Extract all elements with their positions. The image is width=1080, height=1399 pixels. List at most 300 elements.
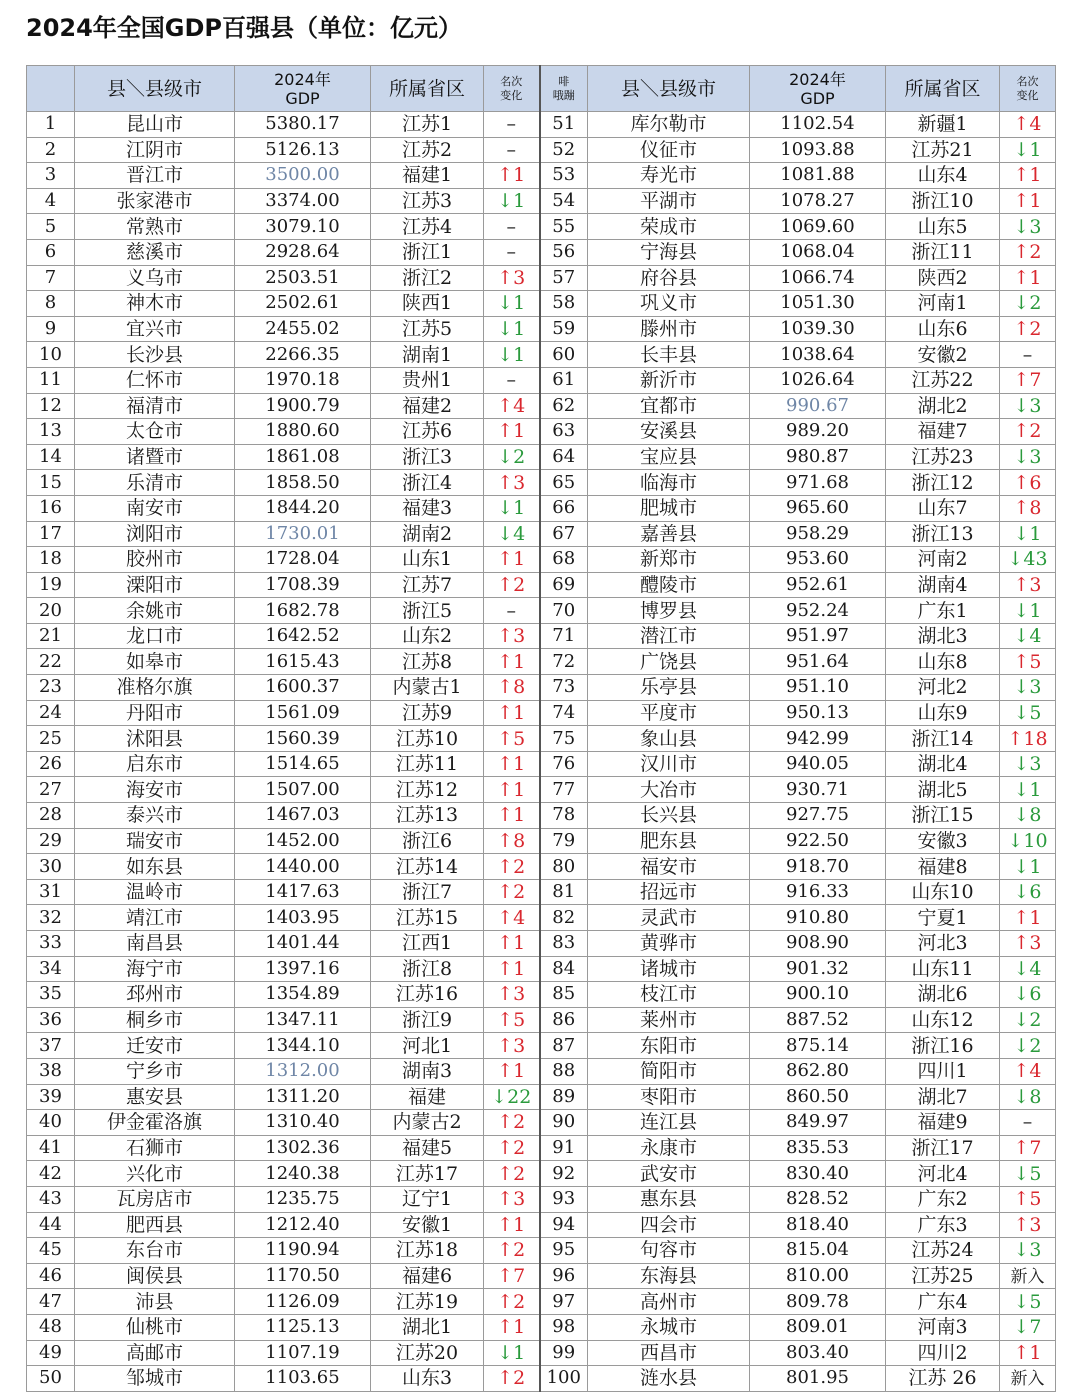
change-cell-right	[1000, 803, 1056, 829]
rank-cell-left: 25	[27, 726, 75, 752]
gdp-cell-right: 1102.54	[750, 112, 886, 138]
gdp-cell-left: 3500.00	[235, 163, 371, 189]
gdp-cell-right: 951.10	[750, 675, 886, 701]
gdp-cell-left: 1507.00	[235, 777, 371, 803]
rank-cell-right: 86	[540, 1007, 588, 1033]
province-cell-right: 四川2	[886, 1340, 1000, 1366]
change-cell-right	[1000, 649, 1056, 675]
gdp-cell-left: 1311.20	[235, 1084, 371, 1110]
rank-cell-right: 55	[540, 214, 588, 240]
change-cell-right	[1000, 879, 1056, 905]
province-cell-left: 福建5	[371, 1135, 484, 1161]
gdp-cell-left: 1467.03	[235, 803, 371, 829]
change-cell-left	[484, 393, 540, 419]
change-cell-left	[484, 367, 540, 393]
rank-cell-right: 75	[540, 726, 588, 752]
county-cell-right: 招远市	[588, 879, 750, 905]
table-row	[27, 419, 1056, 445]
change-cell-right	[1000, 495, 1056, 521]
rank-change-indicator: –	[506, 113, 516, 136]
rank-change-indicator: 新入	[1010, 1368, 1045, 1389]
page-title: 2024年全国GDP百强县（单位：亿元）	[26, 14, 463, 42]
rank-cell-left: 8	[27, 291, 75, 317]
rank-change-indicator: ↓4	[1013, 957, 1042, 980]
rank-cell-left: 17	[27, 521, 75, 547]
province-cell-right: 河南2	[886, 547, 1000, 573]
rank-cell-left: 14	[27, 444, 75, 470]
table-row	[27, 982, 1056, 1008]
gdp-cell-left: 1561.09	[235, 700, 371, 726]
county-cell-right: 寿光市	[588, 163, 750, 189]
gdp-cell-left: 1403.95	[235, 905, 371, 931]
gdp-cell-right: 965.60	[750, 495, 886, 521]
table-row	[27, 726, 1056, 752]
rank-change-indicator: ↓5	[1013, 701, 1042, 724]
province-cell-right: 河南1	[886, 291, 1000, 317]
gdp-cell-right: 901.32	[750, 956, 886, 982]
rank-change-indicator: ↑2	[497, 1290, 526, 1313]
gdp-cell-right: 942.99	[750, 726, 886, 752]
gdp-cell-left: 3374.00	[235, 188, 371, 214]
change-cell-left	[484, 444, 540, 470]
county-cell-right: 象山县	[588, 726, 750, 752]
county-cell-right: 福安市	[588, 854, 750, 880]
rank-cell-left: 28	[27, 803, 75, 829]
rank-change-indicator: ↑3	[1013, 573, 1042, 596]
change-cell-left	[484, 751, 540, 777]
rank-cell-left: 50	[27, 1366, 75, 1392]
province-cell-left: 浙江9	[371, 1007, 484, 1033]
rank-change-indicator: ↑2	[497, 1111, 526, 1134]
gdp-cell-right: 900.10	[750, 982, 886, 1008]
rank-cell-left: 40	[27, 1110, 75, 1136]
change-cell-right	[1000, 956, 1056, 982]
change-cell-left	[484, 316, 540, 342]
county-cell-right: 长兴县	[588, 803, 750, 829]
county-cell-left: 桐乡市	[75, 1007, 235, 1033]
province-cell-right: 江苏 26	[886, 1366, 1000, 1392]
county-cell-left: 瑞安市	[75, 828, 235, 854]
province-cell-left: 山东2	[371, 623, 484, 649]
county-cell-left: 南昌县	[75, 931, 235, 957]
county-cell-left: 闽侯县	[75, 1263, 235, 1289]
gdp-cell-right: 1069.60	[750, 214, 886, 240]
rank-cell-left: 9	[27, 316, 75, 342]
rank-cell-left: 33	[27, 931, 75, 957]
rank-cell-left: 30	[27, 854, 75, 880]
county-cell-left: 张家港市	[75, 188, 235, 214]
table-row	[27, 547, 1056, 573]
rank-cell-left: 42	[27, 1161, 75, 1187]
rank-cell-right: 83	[540, 931, 588, 957]
gdp-cell-left: 1900.79	[235, 393, 371, 419]
header-gdp-line1: 2024年	[274, 69, 331, 89]
rank-cell-left: 6	[27, 239, 75, 265]
province-cell-right: 山东12	[886, 1007, 1000, 1033]
table-row	[27, 1110, 1056, 1136]
gdp-cell-left: 1615.43	[235, 649, 371, 675]
rank-cell-right: 85	[540, 982, 588, 1008]
rank-cell-left: 41	[27, 1135, 75, 1161]
county-cell-left: 海宁市	[75, 956, 235, 982]
change-cell-right	[1000, 572, 1056, 598]
gdp-cell-right: 1051.30	[750, 291, 886, 317]
county-cell-right: 临海市	[588, 470, 750, 496]
gdp-cell-left: 1103.65	[235, 1366, 371, 1392]
county-cell-right: 平湖市	[588, 188, 750, 214]
rank-change-indicator: ↑7	[1013, 1137, 1042, 1160]
change-cell-left	[484, 214, 540, 240]
rank-change-indicator: ↑1	[497, 650, 526, 673]
county-cell-left: 靖江市	[75, 905, 235, 931]
county-cell-left: 江阴市	[75, 137, 235, 163]
gdp-cell-right: 835.53	[750, 1135, 886, 1161]
table-row	[27, 1212, 1056, 1238]
rank-cell-right: 63	[540, 419, 588, 445]
rank-change-indicator: ↑5	[1013, 650, 1042, 673]
county-cell-right: 简阳市	[588, 1058, 750, 1084]
change-cell-right	[1000, 1007, 1056, 1033]
gdp-cell-left: 1170.50	[235, 1263, 371, 1289]
header-change-line1: 名次	[500, 74, 523, 88]
county-cell-right: 黄骅市	[588, 931, 750, 957]
rank-change-indicator: ↑2	[1013, 420, 1042, 443]
change-cell-right	[1000, 291, 1056, 317]
rank-cell-left: 45	[27, 1238, 75, 1264]
province-cell-left: 江苏5	[371, 316, 484, 342]
gdp-cell-left: 1861.08	[235, 444, 371, 470]
province-cell-left: 湖南2	[371, 521, 484, 547]
province-cell-right: 湖北6	[886, 982, 1000, 1008]
county-cell-right: 滕州市	[588, 316, 750, 342]
gdp-cell-left: 2502.61	[235, 291, 371, 317]
gdp-cell-right: 951.97	[750, 623, 886, 649]
county-cell-left: 浏阳市	[75, 521, 235, 547]
rank-cell-right: 51	[540, 112, 588, 138]
change-cell-right	[1000, 905, 1056, 931]
change-cell-right	[1000, 1212, 1056, 1238]
change-cell-right	[1000, 675, 1056, 701]
gdp-cell-right: 860.50	[750, 1084, 886, 1110]
rank-change-indicator: ↑1	[497, 701, 526, 724]
rank-cell-left: 15	[27, 470, 75, 496]
gdp-cell-right: 849.97	[750, 1110, 886, 1136]
county-cell-right: 永康市	[588, 1135, 750, 1161]
rank-change-indicator: ↓7	[1013, 1316, 1042, 1339]
county-cell-left: 宜兴市	[75, 316, 235, 342]
rank-cell-left: 16	[27, 495, 75, 521]
province-cell-left: 江苏12	[371, 777, 484, 803]
county-cell-left: 宁乡市	[75, 1058, 235, 1084]
rank-cell-left: 12	[27, 393, 75, 419]
rank-change-indicator: ↑3	[497, 983, 526, 1006]
county-cell-left: 肥西县	[75, 1212, 235, 1238]
county-cell-right: 库尔勒市	[588, 112, 750, 138]
gdp-cell-right: 951.64	[750, 649, 886, 675]
county-cell-left: 伊金霍洛旗	[75, 1110, 235, 1136]
table-row	[27, 828, 1056, 854]
rank-cell-right: 74	[540, 700, 588, 726]
gdp-cell-right: 862.80	[750, 1058, 886, 1084]
change-cell-left	[484, 982, 540, 1008]
change-cell-left	[484, 342, 540, 368]
change-cell-left	[484, 700, 540, 726]
table-row	[27, 112, 1056, 138]
province-cell-left: 江苏1	[371, 112, 484, 138]
header-gdp-line1: 2024年	[789, 69, 846, 89]
gdp-cell-right: 953.60	[750, 547, 886, 573]
header-gdp-line2: GDP	[285, 88, 320, 108]
province-cell-left: 江苏16	[371, 982, 484, 1008]
rank-change-indicator: ↓3	[1013, 753, 1042, 776]
table-row	[27, 777, 1056, 803]
table-row	[27, 572, 1056, 598]
rank-cell-right: 89	[540, 1084, 588, 1110]
province-cell-left: 湖北1	[371, 1314, 484, 1340]
table-row	[27, 521, 1056, 547]
change-cell-right	[1000, 1366, 1056, 1392]
county-cell-right: 惠东县	[588, 1186, 750, 1212]
province-cell-left: 江苏19	[371, 1289, 484, 1315]
county-cell-left: 瓦房店市	[75, 1186, 235, 1212]
change-cell-right	[1000, 726, 1056, 752]
rank-cell-left: 19	[27, 572, 75, 598]
gdp-cell-left: 1354.89	[235, 982, 371, 1008]
change-cell-left	[484, 879, 540, 905]
province-cell-right: 福建9	[886, 1110, 1000, 1136]
county-cell-right: 广饶县	[588, 649, 750, 675]
change-cell-right	[1000, 137, 1056, 163]
county-cell-left: 如皋市	[75, 649, 235, 675]
rank-cell-right: 80	[540, 854, 588, 880]
county-cell-right: 肥东县	[588, 828, 750, 854]
county-cell-left: 长沙县	[75, 342, 235, 368]
rank-cell-left: 46	[27, 1263, 75, 1289]
province-cell-left: 江苏6	[371, 419, 484, 445]
rank-change-indicator: ↑6	[1013, 471, 1042, 494]
change-cell-left	[484, 1340, 540, 1366]
change-cell-left	[484, 1161, 540, 1187]
gdp-cell-left: 1728.04	[235, 547, 371, 573]
province-cell-right: 福建7	[886, 419, 1000, 445]
change-cell-right	[1000, 751, 1056, 777]
rank-change-indicator: –	[1022, 343, 1033, 366]
table-row	[27, 367, 1056, 393]
county-cell-right: 宝应县	[588, 444, 750, 470]
county-cell-right: 东阳市	[588, 1033, 750, 1059]
province-cell-right: 浙江14	[886, 726, 1000, 752]
change-cell-left	[484, 854, 540, 880]
rank-cell-right: 87	[540, 1033, 588, 1059]
rank-cell-left: 26	[27, 751, 75, 777]
province-cell-left: 浙江8	[371, 956, 484, 982]
county-cell-right: 博罗县	[588, 598, 750, 624]
rank-change-indicator: ↑1	[1013, 190, 1042, 213]
rank-change-indicator: ↑5	[497, 727, 526, 750]
county-cell-left: 常熟市	[75, 214, 235, 240]
change-cell-left	[484, 1135, 540, 1161]
rank-cell-right: 65	[540, 470, 588, 496]
gdp-cell-left: 2503.51	[235, 265, 371, 291]
table-row	[27, 905, 1056, 931]
rank-cell-left: 34	[27, 956, 75, 982]
table-row	[27, 1135, 1056, 1161]
rank-cell-right: 91	[540, 1135, 588, 1161]
province-cell-left: 江苏8	[371, 649, 484, 675]
rank-change-indicator: ↑1	[497, 932, 526, 955]
county-cell-right: 新郑市	[588, 547, 750, 573]
province-cell-right: 山东9	[886, 700, 1000, 726]
rank-change-indicator: ↓43	[1007, 548, 1048, 571]
gdp-cell-left: 1397.16	[235, 956, 371, 982]
change-cell-right	[1000, 1135, 1056, 1161]
county-cell-left: 兴化市	[75, 1161, 235, 1187]
rank-change-indicator: ↓1	[497, 190, 526, 213]
province-cell-left: 贵州1	[371, 367, 484, 393]
gdp-cell-left: 2455.02	[235, 316, 371, 342]
gdp-cell-right: 1068.04	[750, 239, 886, 265]
rank-cell-right: 68	[540, 547, 588, 573]
province-cell-right: 浙江11	[886, 239, 1000, 265]
rank-change-indicator: ↑1	[497, 778, 526, 801]
county-cell-right: 宁海县	[588, 239, 750, 265]
change-cell-left	[484, 188, 540, 214]
county-cell-left: 沭阳县	[75, 726, 235, 752]
gdp-cell-left: 1347.11	[235, 1007, 371, 1033]
county-cell-right: 府谷县	[588, 265, 750, 291]
county-cell-left: 乐清市	[75, 470, 235, 496]
rank-cell-left: 4	[27, 188, 75, 214]
change-cell-right	[1000, 214, 1056, 240]
gdp-cell-right: 950.13	[750, 700, 886, 726]
province-cell-right: 广东2	[886, 1186, 1000, 1212]
change-cell-right	[1000, 1186, 1056, 1212]
header-gdp-right	[750, 66, 886, 112]
rank-change-indicator: ↑5	[497, 1009, 526, 1032]
province-cell-right: 浙江17	[886, 1135, 1000, 1161]
rank-cell-right: 77	[540, 777, 588, 803]
table-row	[27, 1058, 1056, 1084]
rank-cell-right: 100	[540, 1366, 588, 1392]
gdp-cell-right: 1038.64	[750, 342, 886, 368]
province-cell-left: 江苏18	[371, 1238, 484, 1264]
rank-cell-left: 11	[27, 367, 75, 393]
county-cell-left: 惠安县	[75, 1084, 235, 1110]
rank-change-indicator: ↓1	[1013, 778, 1042, 801]
change-cell-right	[1000, 316, 1056, 342]
rank-cell-left: 32	[27, 905, 75, 931]
province-cell-left: 江苏17	[371, 1161, 484, 1187]
change-cell-left	[484, 112, 540, 138]
gdp-cell-left: 1844.20	[235, 495, 371, 521]
rank-change-indicator: –	[506, 599, 516, 622]
rank-change-indicator: ↑5	[1013, 1188, 1042, 1211]
rank-change-indicator: ↑2	[497, 855, 526, 878]
gdp-cell-right: 958.29	[750, 521, 886, 547]
table-row	[27, 1340, 1056, 1366]
province-cell-right: 山东8	[886, 649, 1000, 675]
rank-cell-left: 37	[27, 1033, 75, 1059]
header-rank-right	[540, 66, 588, 112]
province-cell-left: 湖南3	[371, 1058, 484, 1084]
county-cell-right: 大冶市	[588, 777, 750, 803]
header-county-right: 县＼县级市	[588, 66, 750, 112]
rank-change-indicator: ↑3	[497, 266, 526, 289]
province-cell-right: 广东1	[886, 598, 1000, 624]
rank-change-indicator: ↓2	[1013, 1034, 1042, 1057]
gdp-cell-left: 1310.40	[235, 1110, 371, 1136]
province-cell-left: 浙江6	[371, 828, 484, 854]
rank-change-indicator: ↑18	[1007, 727, 1048, 750]
table-row	[27, 342, 1056, 368]
rank-change-indicator: ↑2	[497, 1239, 526, 1262]
county-cell-left: 启东市	[75, 751, 235, 777]
header-change-right	[1000, 66, 1056, 112]
rank-change-indicator: ↓6	[1013, 983, 1042, 1006]
county-cell-right: 句容市	[588, 1238, 750, 1264]
header-gdp-left	[235, 66, 371, 112]
rank-change-indicator: –	[506, 138, 516, 161]
gdp-cell-right: 887.52	[750, 1007, 886, 1033]
header-rank-left	[27, 66, 75, 112]
rank-cell-left: 22	[27, 649, 75, 675]
province-cell-left: 陕西1	[371, 291, 484, 317]
table-row	[27, 265, 1056, 291]
rank-change-indicator: ↑1	[1013, 266, 1042, 289]
rank-change-indicator: –	[506, 215, 516, 238]
change-cell-left	[484, 1314, 540, 1340]
rank-change-indicator: ↑8	[1013, 497, 1042, 520]
rank-cell-right: 71	[540, 623, 588, 649]
change-cell-right	[1000, 188, 1056, 214]
county-cell-left: 沛县	[75, 1289, 235, 1315]
table-row	[27, 316, 1056, 342]
province-cell-left: 江苏4	[371, 214, 484, 240]
rank-change-indicator: ↑3	[1013, 932, 1042, 955]
change-cell-right	[1000, 598, 1056, 624]
header-rank-right-line1: 啡	[558, 74, 570, 88]
county-cell-right: 肥城市	[588, 495, 750, 521]
county-cell-right: 宜都市	[588, 393, 750, 419]
change-cell-right	[1000, 1084, 1056, 1110]
table-row	[27, 1007, 1056, 1033]
gdp-cell-left: 1600.37	[235, 675, 371, 701]
province-cell-left: 江苏2	[371, 137, 484, 163]
gdp-cell-right: 980.87	[750, 444, 886, 470]
province-cell-right: 新疆1	[886, 112, 1000, 138]
rank-change-indicator: ↑1	[497, 957, 526, 980]
gdp-cell-right: 828.52	[750, 1186, 886, 1212]
county-cell-right: 醴陵市	[588, 572, 750, 598]
gdp-cell-left: 1858.50	[235, 470, 371, 496]
table-row	[27, 1238, 1056, 1264]
change-cell-left	[484, 1058, 540, 1084]
change-cell-right	[1000, 1289, 1056, 1315]
gdp-cell-left: 1560.39	[235, 726, 371, 752]
rank-cell-right: 70	[540, 598, 588, 624]
gdp-cell-right: 922.50	[750, 828, 886, 854]
change-cell-left	[484, 623, 540, 649]
change-cell-left	[484, 1263, 540, 1289]
gdp-cell-right: 830.40	[750, 1161, 886, 1187]
province-cell-left: 浙江2	[371, 265, 484, 291]
province-cell-right: 福建8	[886, 854, 1000, 880]
county-cell-right: 东海县	[588, 1263, 750, 1289]
rank-cell-left: 44	[27, 1212, 75, 1238]
rank-cell-left: 29	[27, 828, 75, 854]
county-cell-right: 潜江市	[588, 623, 750, 649]
gdp-cell-right: 809.78	[750, 1289, 886, 1315]
